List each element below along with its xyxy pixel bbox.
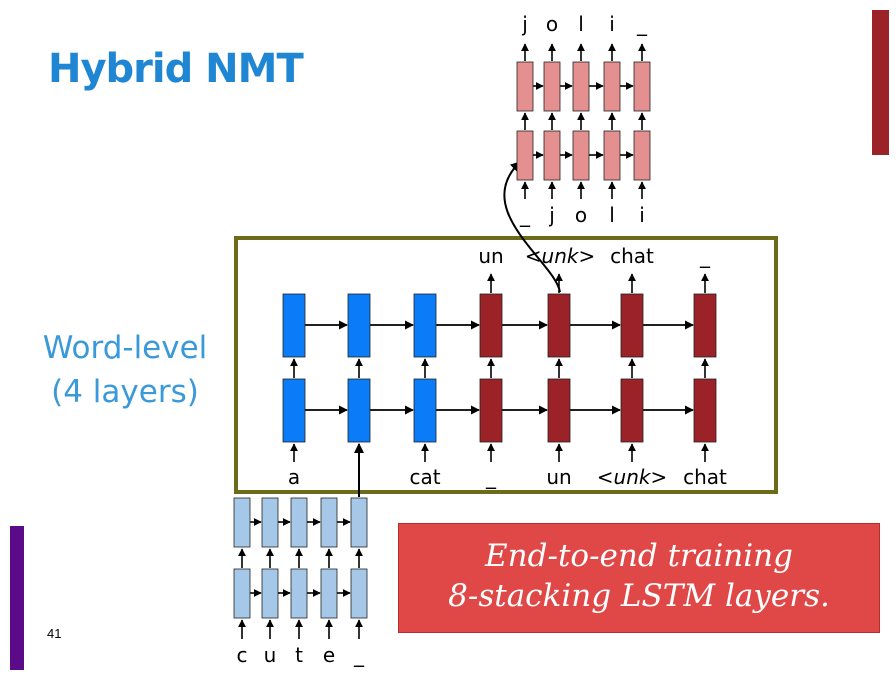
char-decoder-cell-bottom — [573, 131, 589, 180]
char-decoder-cell-top — [544, 62, 560, 111]
char-encoder-cell-top — [291, 498, 307, 547]
word-lstm-cell-bottom — [548, 379, 570, 442]
word-input-label: a — [287, 465, 301, 489]
training-callout — [398, 523, 880, 633]
word-lstm-cell-top — [621, 294, 643, 357]
word-output-label: un — [478, 244, 504, 268]
word-lstm-cell-top — [348, 294, 370, 357]
word-lstm-cell-top — [694, 294, 716, 357]
word-lstm-cell-bottom — [694, 379, 716, 442]
word-level-label-line2: (4 layers) — [51, 374, 199, 410]
word-level-frame — [236, 238, 776, 492]
char-decoder-cell-bottom — [634, 131, 650, 180]
char-decoder-output-label: l — [578, 12, 584, 36]
word-input-label: chat — [683, 465, 727, 489]
word-lstm-cell-bottom — [348, 379, 370, 442]
char-decoder-input-label: o — [574, 203, 588, 227]
callout-line2: 8-stacking LSTM layers. — [448, 578, 830, 614]
word-lstm-cell-bottom — [621, 379, 643, 442]
char-decoder-input-label: l — [609, 203, 615, 227]
word-level-label-line1: Word-level — [42, 330, 208, 366]
word-input-label: _ — [486, 465, 496, 489]
char-encoder-cell-top — [262, 498, 278, 547]
char-encoder-input-label: e — [322, 643, 336, 667]
char-decoder-cell-top — [604, 62, 620, 111]
word-lstm-cell-top — [414, 294, 436, 357]
char-encoder-cell-bottom — [234, 569, 250, 618]
word-lstm-cell-bottom — [414, 379, 436, 442]
char-encoder-input-label: t — [295, 643, 303, 667]
char-decoder-input-label: j — [549, 203, 555, 227]
word-input-label: <unk> — [596, 465, 668, 489]
char-encoder-input-label: c — [236, 643, 248, 667]
char-decoder-input-label: _ — [520, 203, 530, 227]
word-output-label: chat — [610, 244, 654, 268]
char-decoder-input-label: i — [639, 203, 645, 227]
char-encoder-cell-bottom — [351, 569, 367, 618]
char-decoder-cell-top — [634, 62, 650, 111]
callout-line1: End-to-end training — [485, 538, 793, 574]
char-decoder-output-label: j — [522, 12, 528, 36]
char-decoder-cell-bottom — [517, 131, 533, 180]
char-encoder-cell-top — [321, 498, 337, 547]
page-number: 41 — [47, 626, 62, 641]
char-decoder-output-label: _ — [637, 12, 647, 36]
char-encoder-cell-bottom — [291, 569, 307, 618]
char-encoder-input-label: _ — [354, 643, 364, 667]
word-lstm-cell-bottom — [480, 379, 502, 442]
char-encoder-input-label: u — [263, 643, 277, 667]
char-decoder-cell-top — [517, 62, 533, 111]
word-input-label: cat — [409, 465, 441, 489]
char-encoder-cell-bottom — [321, 569, 337, 618]
char-decoder-output-label: i — [609, 12, 615, 36]
word-lstm-cell-top — [480, 294, 502, 357]
char-decoder-cell-bottom — [604, 131, 620, 180]
char-decoder-output-label: o — [545, 12, 559, 36]
char-encoder-cell-top — [234, 498, 250, 547]
unk-to-char-decoder-arrow — [504, 162, 560, 292]
char-encoder-cell-top — [351, 498, 367, 547]
word-lstm-cell-bottom — [283, 379, 305, 442]
slide-title: Hybrid NMT — [48, 46, 303, 92]
word-lstm-cell-top — [283, 294, 305, 357]
word-output-label: <unk> — [524, 244, 596, 268]
char-decoder-cell-top — [573, 62, 589, 111]
word-lstm-cell-top — [548, 294, 570, 357]
word-output-label: _ — [700, 244, 710, 268]
char-decoder-cell-bottom — [544, 131, 560, 180]
word-input-label: un — [546, 465, 572, 489]
char-encoder-cell-bottom — [262, 569, 278, 618]
